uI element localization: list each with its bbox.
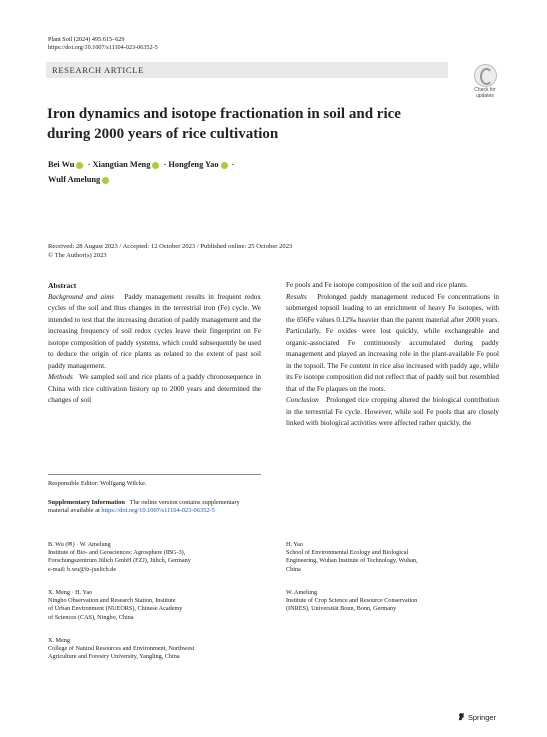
publication-dates [48, 242, 468, 260]
affiliation-line: School of Environmental Ecology and Biological [286, 549, 409, 557]
check-for-updates-badge[interactable] [465, 64, 505, 98]
affiliation-line: Institute of Bio- and Geosciences: Agrosphere (IBG-3), [48, 549, 186, 557]
methods-text: We sampled soil and rice plants of a paddy chronosequence in China with rice cultivation history up to 2000 years and determined the changes of soil [48, 373, 261, 404]
affiliation-block [286, 589, 499, 614]
affiliation-block [48, 541, 268, 574]
supplementary-link[interactable]: https://doi.org/10.1007/s11104-023-06352-5 [101, 507, 215, 515]
results-label: Results [286, 292, 307, 301]
orcid-icon[interactable] [76, 162, 83, 169]
orcid-icon[interactable] [221, 162, 228, 169]
affiliation-line: Forschungszentrum Jülich GmbH (FZJ), Jülich, Germany [48, 557, 191, 565]
affiliation-block [48, 637, 278, 662]
abstract-methods [48, 372, 261, 407]
check-updates-line2: updates [476, 93, 494, 99]
orcid-icon[interactable] [102, 177, 109, 184]
supplementary-label: Supplementary Information [48, 499, 125, 506]
affiliation-line: Engineering, Wuhan Institute of Technology, Wuhan, [286, 557, 418, 565]
background-label: Background and aims [48, 292, 115, 301]
background-text: Paddy management results in frequent redox cycles of the soil and thus changes in the terrestrial iron (Fe) cycle. We intended to test that the increasing duration of paddy management and the increasing frequency of soil redox cycles leave their fingerprint on Fe isotope composition of paddy systems, which could subsequently be used to deduce the origin of rice plants as related to the extent of past soil paddy management. [48, 292, 261, 370]
author-name[interactable]: Wulf Amelung [48, 175, 101, 184]
affiliation-authors: B. Wu (✉) · W. Amelung [48, 541, 111, 548]
abstract-background [48, 292, 261, 373]
publisher-logo [457, 712, 496, 722]
author-line-1: Bei Wu · Xiangtian Meng · Hongfeng Yao · [48, 160, 235, 169]
author-list [48, 157, 308, 187]
abstract-left-column [48, 280, 261, 407]
affiliation-block [286, 541, 499, 574]
springer-horse-icon [457, 712, 466, 721]
affiliation-line: College of Natural Resources and Environment, Northwest [48, 645, 195, 653]
publisher-name: Springer [468, 713, 496, 722]
supplementary-text: The online version contains supplementary material available at [48, 499, 240, 515]
article-type-label: RESEARCH ARTICLE [52, 65, 144, 75]
results-text: Prolonged paddy management reduced Fe concentrations in submerged topsoil leading to an enrichment of heavy Fe isotopes, with the δ56Fe values 0.12‰ heavier than the parent material after 2000 years. Particularly, Fe oxides were lost quickly, while exchangeable and organic-associated Fe continuously accumulated during paddy management and played an increasing role in the plant-available Fe pool in the topsoil. The Fe content in rice also increased with paddy age, while its Fe isotope composition did not reflect that of paddy soil but resembled that of the Fe plaques on the roots. [286, 292, 499, 393]
affiliation-authors: X. Meng [48, 637, 70, 644]
affiliation-line: Institute of Crop Science and Resource Conservation [286, 597, 418, 605]
author-name[interactable]: Xiangtian Meng [92, 160, 151, 169]
journal-citation: Plant Soil (2024) 495:615–629 [48, 36, 125, 43]
footnote-divider [48, 474, 261, 475]
affiliation-line: China [286, 565, 301, 573]
author-name[interactable]: Hongfeng Yao [168, 160, 219, 169]
abstract-results [286, 292, 499, 396]
responsible-editor: Responsible Editor: Wolfgang Wilcke. [48, 480, 147, 487]
author-name[interactable]: Bei Wu [48, 160, 75, 169]
abstract-methods-continued: Fe pools and Fe isotope composition of the soil and rice plants. [286, 281, 468, 289]
conclusion-label: Conclusion [286, 396, 319, 404]
check-updates-icon [474, 64, 497, 87]
affiliation-authors: H. Yao [286, 541, 304, 548]
doi-link[interactable]: https://doi.org/10.1007/s11104-023-06352-5 [48, 44, 158, 51]
abstract-heading: Abstract [48, 281, 77, 290]
email-line[interactable]: e-mail: b.wu@fz-juelich.de [48, 565, 117, 573]
copyright-line: © The Author(s) 2023 [48, 252, 107, 259]
dates-line: Received: 28 August 2023 / Accepted: 12 October 2023 / Published online: 25 October 2023 [48, 243, 293, 250]
affiliation-authors: X. Meng · H. Yao [48, 589, 93, 596]
supplementary-info [48, 499, 261, 516]
abstract-right-column [286, 280, 499, 430]
affiliation-line: Ningbo Observation and Research Station, Institute [48, 597, 176, 605]
affiliation-block [48, 589, 268, 622]
author-line-2 [48, 172, 308, 187]
check-updates-line1: Check for [474, 87, 496, 93]
methods-label: Methods [48, 373, 73, 381]
affiliation-line: of Urban Environment (NUEORS), Chinese Academy [48, 605, 183, 613]
conclusion-text: Prolonged rice cropping altered the biological contribution in the terrestrial Fe cycle. However, while soil Fe pools that are closely linked with biological activities were affected rather quickly, the [286, 396, 499, 427]
orcid-icon[interactable] [152, 162, 159, 169]
affiliation-line: (INRES), Universität Bonn, Bonn, Germany [286, 605, 397, 613]
article-type-banner [46, 62, 448, 78]
affiliation-authors: W. Amelung [286, 589, 318, 596]
affiliation-line: of Sciences (CAS), Ningbo, China [48, 613, 134, 621]
article-title: Iron dynamics and isotope fractionation in soil and rice during 2000 years of rice cultivation [47, 106, 401, 142]
abstract-conclusion [286, 395, 499, 430]
affiliation-line: Agriculture and Forestry University, Yangling, China [48, 653, 180, 661]
